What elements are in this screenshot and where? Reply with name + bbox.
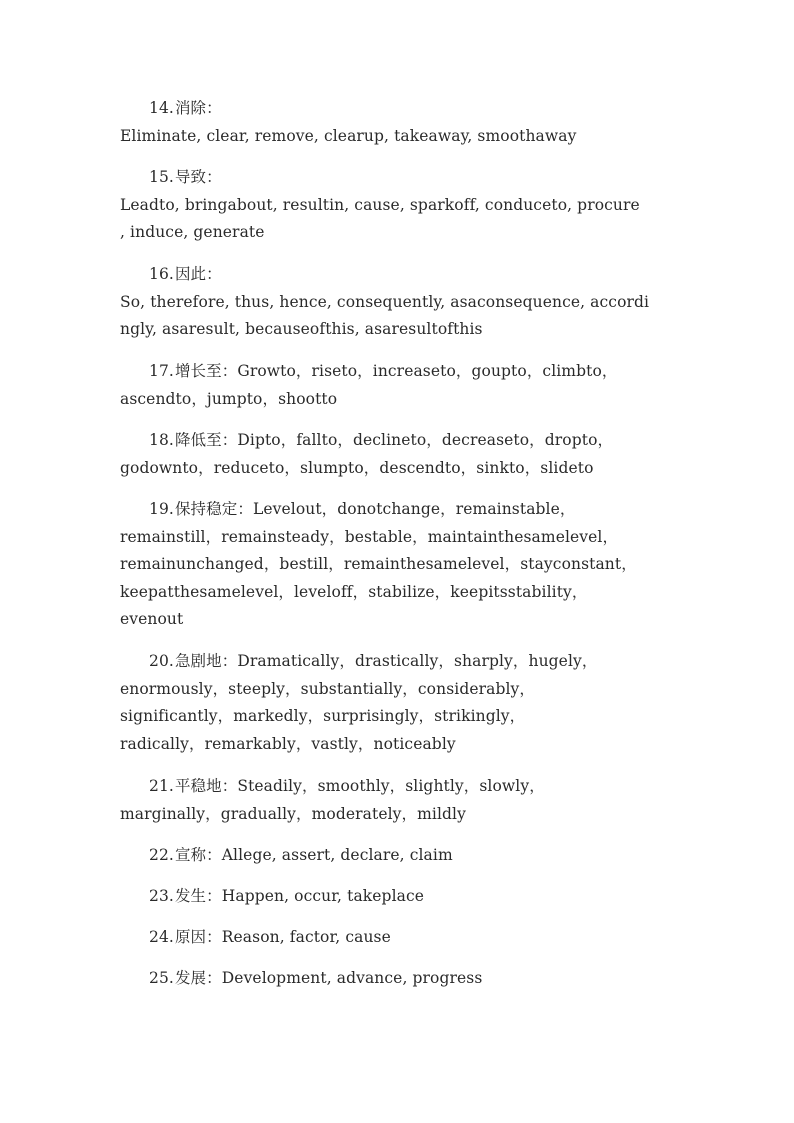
entry-heading bbox=[120, 648, 680, 676]
entry-number: 15. bbox=[149, 168, 174, 186]
entry-number: 20. bbox=[149, 652, 174, 670]
vocab-entry-23 bbox=[120, 883, 680, 911]
entry-heading bbox=[120, 773, 680, 801]
vocab-entry-16 bbox=[120, 261, 680, 344]
entry-number: 22. bbox=[149, 846, 174, 864]
entry-heading bbox=[120, 427, 680, 455]
entry-synonyms-line: ngly, asaresult, becauseofthis, asaresultofthis bbox=[120, 320, 483, 338]
vocab-entry-14 bbox=[120, 95, 680, 150]
entry-synonyms-line: enormously，steeply，substantially，considerably， bbox=[120, 679, 535, 698]
entry-number: 17. bbox=[149, 362, 174, 380]
entry-number: 25. bbox=[149, 969, 174, 987]
entry-heading bbox=[120, 261, 680, 289]
entry-synonyms-first: Dipto，fallto，declineto，decreaseto，dropto， bbox=[237, 431, 614, 449]
entry-synonyms-line: , induce, generate bbox=[120, 223, 265, 241]
entry-term: 宣称： bbox=[174, 846, 222, 864]
entry-heading bbox=[120, 496, 680, 524]
vocab-entry-18 bbox=[120, 427, 680, 482]
entry-synonyms-line: radically，remarkably，vastly，noticeably bbox=[120, 734, 456, 753]
entry-term: 发生： bbox=[174, 887, 222, 905]
entry-term: 保持稳定： bbox=[174, 500, 253, 518]
vocab-entry-22 bbox=[120, 842, 680, 870]
entry-synonyms-line: So, therefore, thus, hence, consequently, asaconsequence, accordi bbox=[120, 292, 650, 311]
entry-heading bbox=[120, 164, 680, 192]
vocab-entry-21 bbox=[120, 773, 680, 828]
entry-synonyms-line: remainstill，remainsteady，bestable，maintainthesamelevel， bbox=[120, 527, 619, 546]
entry-term: 导致： bbox=[174, 168, 222, 186]
entry-term: 消除： bbox=[174, 99, 222, 117]
entry-synonyms-first: Dramatically，drastically，sharply，hugely， bbox=[237, 652, 598, 670]
entry-synonyms-first: Development, advance, progress bbox=[221, 969, 483, 987]
vocab-entry-17 bbox=[120, 358, 680, 413]
entry-synonyms-line: evenout bbox=[120, 610, 184, 628]
vocab-entry-24 bbox=[120, 924, 680, 952]
entry-heading bbox=[120, 965, 680, 993]
entry-heading bbox=[120, 842, 680, 870]
entry-synonyms-first: Allege, assert, declare, claim bbox=[221, 846, 453, 864]
entry-synonyms-line: marginally，gradually，moderately，mildly bbox=[120, 804, 466, 823]
entry-number: 19. bbox=[149, 500, 174, 518]
entry-synonyms-line: Leadto, bringabout, resultin, cause, sparkoff, conduceto, procure bbox=[120, 195, 640, 214]
entry-synonyms-line: remainunchanged，bestill，remainthesamelevel，stayconstant， bbox=[120, 555, 637, 573]
vocab-entry-15 bbox=[120, 164, 680, 247]
entry-term: 原因： bbox=[174, 928, 222, 946]
entry-number: 14. bbox=[149, 99, 174, 117]
entry-synonyms-first: Levelout，donotchange，remainstable， bbox=[252, 500, 576, 518]
entry-synonyms-line: keepatthesamelevel，leveloff，stabilize，keepitsstability， bbox=[120, 582, 588, 601]
entry-synonyms-line: godownto，reduceto，slumpto，descendto，sinkto，slideto bbox=[120, 458, 594, 477]
entry-heading bbox=[120, 358, 680, 386]
entry-number: 24. bbox=[149, 928, 174, 946]
vocab-entry-25 bbox=[120, 965, 680, 993]
entry-number: 23. bbox=[149, 887, 174, 905]
entry-number: 16. bbox=[149, 265, 174, 283]
entry-synonyms-first: Happen, occur, takeplace bbox=[221, 887, 425, 905]
entry-synonyms-first: Growto，riseto，increaseto，goupto，climbto， bbox=[237, 362, 618, 380]
entry-term: 增长至： bbox=[174, 362, 238, 380]
entry-term: 急剧地： bbox=[174, 652, 238, 670]
entry-number: 21. bbox=[149, 777, 174, 795]
entry-synonyms-first: Steadily，smoothly，slightly，slowly， bbox=[237, 777, 545, 795]
entry-synonyms-line: ascendto，jumpto，shootto bbox=[120, 389, 338, 408]
entry-term: 平稳地： bbox=[174, 777, 238, 795]
entry-heading bbox=[120, 883, 680, 911]
entry-heading bbox=[120, 924, 680, 952]
vocab-entry-20 bbox=[120, 648, 680, 758]
entry-synonyms-line: significantly，markedly，surprisingly，strikingly， bbox=[120, 707, 526, 725]
entry-number: 18. bbox=[149, 431, 174, 449]
entry-heading bbox=[120, 95, 680, 123]
entry-term: 降低至： bbox=[174, 431, 238, 449]
entry-synonyms-first: Reason, factor, cause bbox=[221, 928, 391, 946]
entry-synonyms-line: Eliminate, clear, remove, clearup, takeaway, smoothaway bbox=[120, 126, 577, 145]
vocab-entry-19 bbox=[120, 496, 680, 634]
entry-term: 因此： bbox=[174, 265, 222, 283]
entry-term: 发展： bbox=[174, 969, 222, 987]
